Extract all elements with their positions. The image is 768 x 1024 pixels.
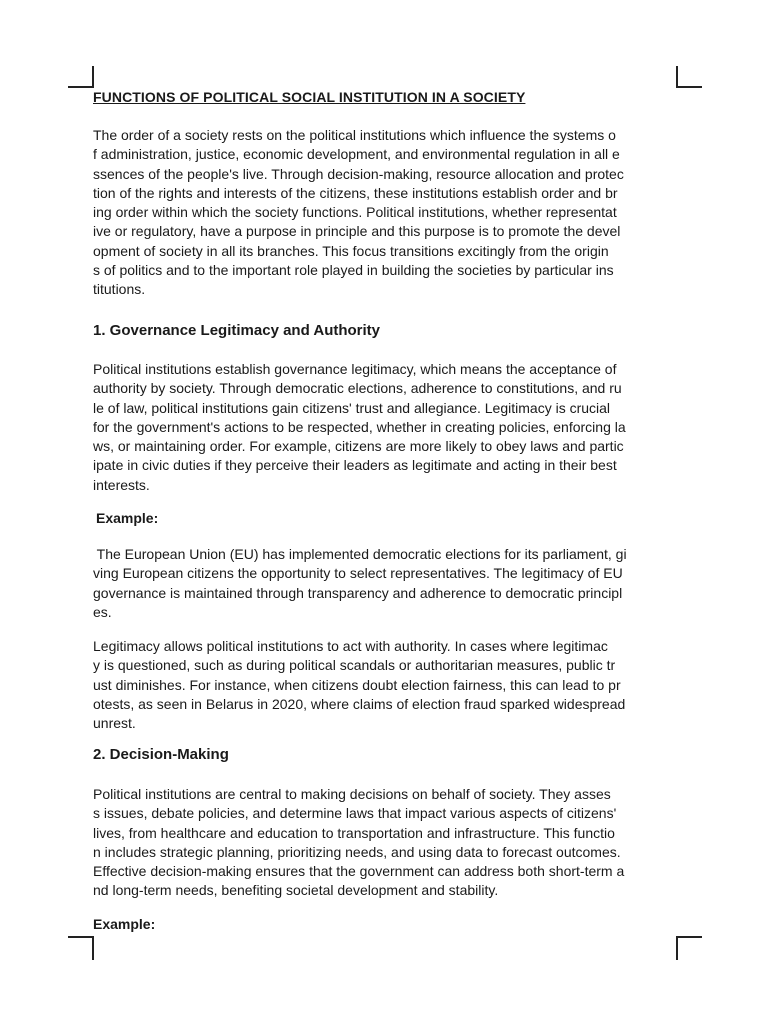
crop-mark-bottom-right [676,936,702,960]
crop-mark-top-left [68,66,94,88]
text-line: The European Union (EU) has implemented democratic elections for its parliament, gi [93,546,627,562]
text-line: n includes strategic planning, prioritizing needs, and using data to forecast outcomes. [93,843,621,860]
legitimacy-paragraph [93,360,677,495]
text-line: ving European citizens the opportunity to select representatives. The legitimacy of EU [93,565,623,582]
text-line: es. [93,603,112,620]
text-line: unrest. [93,715,136,732]
text-line: nd long-term needs, benefiting societal development and stability. [93,882,499,899]
text-line: Effective decision-making ensures that the government can address both short-term a [93,863,625,880]
text-line: y is questioned, such as during political scandals or authoritarian measures, public tr [93,657,616,674]
intro-paragraph [93,126,677,300]
text-line: for the government's actions to be respected, whether in creating policies, enforcing la [93,418,626,435]
crop-mark-bottom-left [68,936,94,960]
text-line: Political institutions are central to making decisions on behalf of society. They asses [93,786,611,802]
text-line: le of law, political institutions gain citizens' trust and allegiance. Legitimacy is crucial [93,399,611,416]
text-line: otests, as seen in Belarus in 2020, where claims of election fraud sparked widespread [93,695,626,712]
section-heading-governance: 1. Governance Legitimacy and Authority [93,322,381,339]
example-label: Example: [96,510,159,526]
text-line: ws, or maintaining order. For example, citizens are more likely to obey laws and partic [93,438,624,455]
text-line: f administration, justice, economic development, and environmental regulation in all e [93,146,620,163]
text-line: s of politics and to the important role played in building the societies by particular ins [93,262,614,279]
decision-making-paragraph [93,785,677,901]
eu-example-paragraph [93,545,677,622]
authority-paragraph [93,637,677,733]
section-heading-decision-making: 2. Decision-Making [93,746,229,763]
text-line: Political institutions establish governance legitimacy, which means the acceptance of [93,361,617,377]
text-line: titutions. [93,281,146,298]
text-line: s issues, debate policies, and determine laws that impact various aspects of citizens' [93,805,617,822]
text-line: ing order within which the society functions. Political institutions, whether representat [93,204,617,221]
text-line: authority by society. Through democratic elections, adherence to constitutions, and ru [93,380,622,397]
crop-mark-top-right [676,66,702,88]
text-line: governance is maintained through transparency and adherence to democratic principl [93,584,623,601]
example-label: Example: [93,916,156,932]
text-line: ust diminishes. For instance, when citizens doubt election fairness, this can lead to pr [93,676,621,693]
text-line: ssences of the people's live. Through decision-making, resource allocation and protec [93,165,624,182]
text-line: lives, from healthcare and education to transportation and infrastructure. This functio [93,824,615,841]
text-line: The order of a society rests on the political institutions which influence the systems o [93,127,616,143]
text-line: ipate in civic duties if they perceive their leaders as legitimate and acting in their best [93,457,617,474]
text-line: interests. [93,476,150,493]
text-line: tion of the rights and interests of the citizens, these institutions establish order and br [93,184,618,201]
text-line: opment of society in all its branches. This focus transitions excitingly from the origin [93,242,609,259]
document-title: FUNCTIONS OF POLITICAL SOCIAL INSTITUTION IN A SOCIETY [93,89,526,105]
text-line: ive or regulatory, have a purpose in principle and this purpose is to promote the devel [93,223,621,240]
text-line: Legitimacy allows political institutions to act with authority. In cases where legitimac [93,638,608,654]
